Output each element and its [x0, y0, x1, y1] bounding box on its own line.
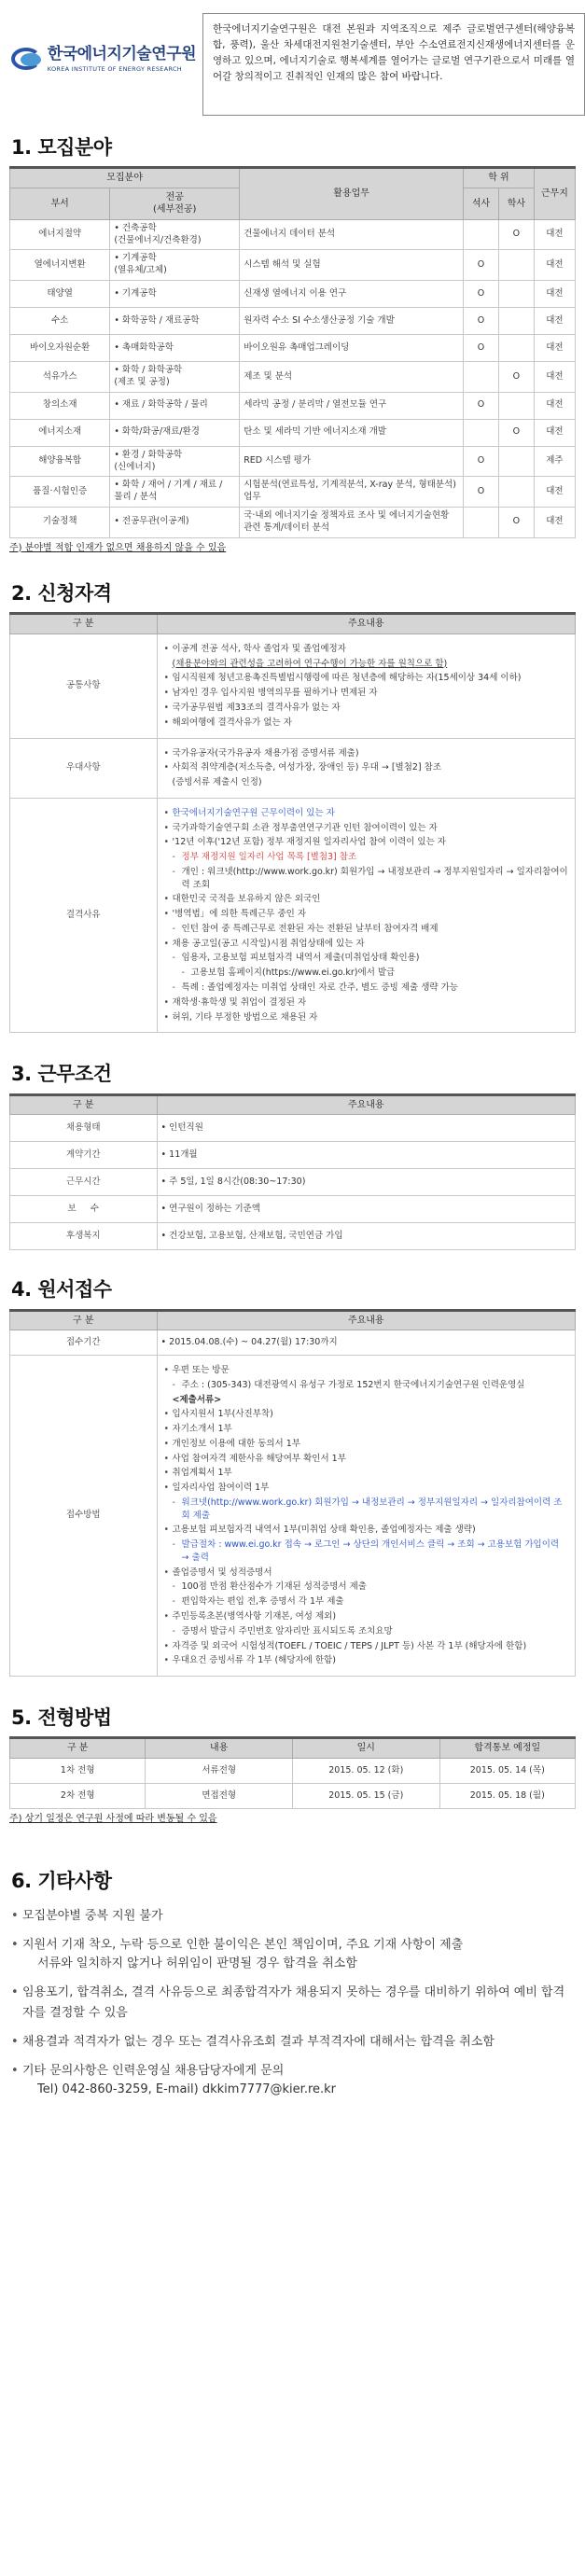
content-list: [161, 801, 571, 1029]
section-title: 2. 신청자격: [11, 582, 112, 606]
recruit-fields-table: [9, 166, 576, 537]
header-category: 구 분: [10, 1094, 158, 1115]
header-date: 일시: [292, 1738, 439, 1759]
work-cell: 제조 및 분석: [240, 362, 464, 393]
list-item: - 워크넷(http://www.work.go.kr) 회원가입 → 내정보관리 → 정부지원일자리 → 일자리참여이력 조회 제출: [163, 1497, 569, 1523]
table-row: [10, 1196, 576, 1223]
location-cell: 대전: [534, 507, 575, 537]
master-cell: O: [464, 477, 499, 508]
list-item: - 증명서 발급시 주민번호 앞자리만 표시되도록 조치요망: [163, 1625, 569, 1638]
bachelor-cell: [498, 446, 534, 477]
dept-cell: 바이오자원순환: [10, 335, 110, 362]
major-cell: • 전공무관(이공계): [110, 507, 240, 537]
list-item: • 국가과학기술연구회 소관 정부출연연구기관 인턴 참여이력이 있는 자: [163, 822, 569, 835]
stage-cell: 2차 전형: [10, 1783, 146, 1808]
table-row: [10, 1169, 576, 1196]
bachelor-cell: O: [498, 419, 534, 446]
table-row: [10, 362, 576, 393]
list-item: • 우편 또는 방문: [163, 1364, 569, 1377]
date-cell: 2015. 05. 15 (금): [292, 1783, 439, 1808]
bachelor-cell: [498, 477, 534, 508]
list-item: • 취업계획서 1부: [163, 1467, 569, 1480]
dept-cell: 태양열: [10, 281, 110, 308]
category-content: [157, 634, 575, 738]
work-cell: 세라믹 공정 / 분리막 / 열전모듈 연구: [240, 392, 464, 419]
table-row: [10, 281, 576, 308]
condition-value: • 연구원이 정하는 기준액: [157, 1196, 575, 1223]
condition-label: 계약기간: [10, 1142, 158, 1169]
location-cell: 대전: [534, 419, 575, 446]
major-cell: • 촉매화학공학: [110, 335, 240, 362]
list-item: - 주소 : (305-343) 대전광역시 유성구 가정로 152번지 한국에너지기술연구원 인력운영실: [163, 1379, 569, 1392]
master-cell: [464, 507, 499, 537]
dept-cell: 석유가스: [10, 362, 110, 393]
bachelor-cell: O: [498, 507, 534, 537]
header-location: 근무지: [534, 168, 575, 220]
condition-label: 채용형태: [10, 1115, 158, 1142]
list-item: • 채용 공고일(공고 시작일)시점 취업상태에 있는 자: [163, 938, 569, 951]
dept-cell: 품질·시험인증: [10, 477, 110, 508]
table-row: [10, 1223, 576, 1250]
list-item: - 특례 : 졸업예정자는 미취업 상태인 자로 간주, 별도 증빙 제출 생략 가능: [163, 982, 569, 995]
stage-cell: 1차 전형: [10, 1758, 146, 1783]
section-other: [9, 1868, 576, 2099]
kier-logo: [9, 35, 196, 82]
table-row: [10, 392, 576, 419]
intro-text-box: 한국에너지기술연구원은 대전 본원과 지역조직으로 제주 글로벌연구센터(해양융복합, 풍력), 울산 차세대전지원천기술센터, 부안 수소연료전지신재생에너지센터를 운영하고 있으며, 에너지기술로 행복세계를 열어가는 글로벌 연구기관으로서 미래를 열어갈 창의적이고 진취적인 인재의 많은 참여 바랍니다.: [202, 13, 585, 116]
recruitment-notice-page: [0, 7, 585, 2099]
header-work: 활용업무: [240, 168, 464, 220]
location-cell: 대전: [534, 392, 575, 419]
work-cell: 건물에너지 데이터 분석: [240, 219, 464, 250]
list-item: - 100점 만점 환산점수가 기재된 성적증명서 제출: [163, 1580, 569, 1594]
master-cell: O: [464, 392, 499, 419]
section-work-conditions: [9, 1061, 576, 1250]
header-content: 주요내용: [157, 1094, 575, 1115]
content-cell: 면접전형: [146, 1783, 293, 1808]
header-notice-date: 합격통보 예정일: [439, 1738, 575, 1759]
section-title: 6. 기타사항: [11, 1870, 112, 1893]
list-item: - 정부 재정지원 일자리 사업 목록 [별첨3] 참조: [163, 851, 569, 864]
major-cell: • 기계공학 (열유체/고체): [110, 250, 240, 281]
dept-cell: 열에너지변환: [10, 250, 110, 281]
master-cell: [464, 362, 499, 393]
location-cell: 대전: [534, 250, 575, 281]
list-item: • 허위, 기타 부정한 방법으로 채용된 자: [163, 1011, 569, 1024]
content-list: [161, 637, 571, 735]
notice-cell: 2015. 05. 14 (목): [439, 1758, 575, 1783]
list-item: • 이공계 전공 석사, 학사 졸업자 및 졸업예정자: [163, 643, 569, 656]
bachelor-cell: O: [498, 219, 534, 250]
location-cell: 대전: [534, 477, 575, 508]
bachelor-cell: [498, 335, 534, 362]
table-row: [10, 477, 576, 508]
list-item: • 우대요건 증빙서류 각 1부 (해당자에 한함): [163, 1654, 569, 1667]
condition-label: 보 수: [10, 1196, 158, 1223]
major-cell: • 화학/화공/재료/환경: [110, 419, 240, 446]
list-item: • 고용보험 피보험자격 내역서 1부(미취업 상태 확인용, 졸업예정자는 제출 생략): [163, 1524, 569, 1537]
table-row: [10, 1356, 576, 1677]
section-title: 3. 근무조건: [11, 1063, 112, 1086]
work-cell: 바이오원유 촉매업그레이딩: [240, 335, 464, 362]
condition-value: • 건강보험, 고용보험, 산재보험, 국민연금 가입: [157, 1223, 575, 1250]
dept-cell: 해양융복합: [10, 446, 110, 477]
list-item: • 사업 참여자격 제한사유 해당여부 확인서 1부: [163, 1453, 569, 1466]
category-label: 결격사유: [10, 798, 158, 1032]
condition-value: • 11개월: [157, 1142, 575, 1169]
location-cell: 대전: [534, 362, 575, 393]
category-content: [157, 738, 575, 798]
condition-value: • 주 5일, 1일 8시간(08:30~17:30): [157, 1169, 575, 1196]
other-item: 서류와 일치하지 않거나 허위임이 판명될 경우 합격을 취소함: [37, 1956, 357, 1970]
list-item: • 주민등록초본(병역사항 기재본, 여성 제외): [163, 1610, 569, 1623]
work-cell: 시험분석(연료특성, 기계적분석, X-ray 분석, 형태분석) 업무: [240, 477, 464, 508]
location-cell: 대전: [534, 335, 575, 362]
section-qualifications: [9, 580, 576, 1033]
master-cell: [464, 219, 499, 250]
table-row: [10, 335, 576, 362]
table-row: [10, 419, 576, 446]
master-cell: O: [464, 281, 499, 308]
major-cell: • 재료 / 화학공학 / 물리: [110, 392, 240, 419]
method-content: [157, 1356, 575, 1677]
major-cell: • 화학 / 재어 / 기계 / 재료 / 물리 / 분석: [110, 477, 240, 508]
other-item: • 임용포기, 합격취소, 결격 사유등으로 최종합격자가 채용되지 못하는 경우를 대비하기 위하여 예비 합격자를 결정할 수 있음: [9, 1983, 576, 2023]
table-row: [10, 507, 576, 537]
logo-korean-text: 한국에너지기술연구원: [47, 45, 196, 64]
category-content: [157, 798, 575, 1032]
content-cell: 서류전형: [146, 1758, 293, 1783]
list-item: • 재학생·휴학생 및 취업이 결정된 자: [163, 996, 569, 1010]
header-content: 주요내용: [157, 614, 575, 634]
location-cell: 대전: [534, 281, 575, 308]
list-item: • '12년 이후('12년 포함) 정부 재정지원 일자리사업 참여 이력이 있는 자: [163, 836, 569, 849]
master-cell: O: [464, 308, 499, 335]
list-item: • 개인정보 이용에 대한 동의서 1부: [163, 1438, 569, 1451]
work-cell: 원자력 수소 SI 수소생산공정 기술 개발: [240, 308, 464, 335]
condition-label: 근무시간: [10, 1169, 158, 1196]
location-cell: 대전: [534, 219, 575, 250]
bachelor-cell: [498, 308, 534, 335]
section-title: 5. 전형방법: [11, 1706, 112, 1730]
major-cell: • 건축공학 (건물에너지/건축환경): [110, 219, 240, 250]
bachelor-cell: [498, 392, 534, 419]
master-cell: [464, 419, 499, 446]
list-item: (채용분야와의 관련성을 고려하여 연구수행이 가능한 자를 원칙으로 함): [172, 658, 448, 669]
work-cell: 국·내외 에너지기술 정책자료 조사 및 에너지기술현황 관련 통계/데이터 분석: [240, 507, 464, 537]
major-cell: • 기계공학: [110, 281, 240, 308]
list-item: • 대한민국 국적을 보유하지 않은 외국인: [163, 893, 569, 906]
master-cell: O: [464, 335, 499, 362]
dept-cell: 에너지소재: [10, 419, 110, 446]
list-item: • 해외여행에 결격사유가 없는 자: [163, 717, 569, 730]
qualifications-table: [9, 612, 576, 1033]
table-row: [10, 798, 576, 1032]
list-item: • 입사지원서 1부(사진부착): [163, 1408, 569, 1421]
list-item: (증빙서류 제출시 인정): [172, 777, 262, 788]
dept-cell: 창의소재: [10, 392, 110, 419]
list-item: <제출서류>: [172, 1394, 222, 1405]
major-cell: • 화학공학 / 재료공학: [110, 308, 240, 335]
list-item: • 임시직원제 청년고용촉진특별법시행령에 따른 청년층에 해당하는 자(15세이상 34세 이하): [163, 672, 569, 685]
section-recruit-fields: [9, 134, 576, 554]
list-item: • 일자리사업 참여이력 1부: [163, 1482, 569, 1495]
intro-section: [9, 7, 576, 119]
other-item: • 기타 문의사항은 인력운영실 채용담당자에게 문의: [9, 2061, 576, 2081]
header-recruit: 모집분야: [10, 168, 240, 188]
section-title: 4. 원서접수: [11, 1278, 112, 1302]
table-row: [10, 738, 576, 798]
other-items-list: [9, 1906, 576, 2100]
table-row: [10, 250, 576, 281]
header-degree: 학 위: [464, 168, 535, 188]
location-cell: 제주: [534, 446, 575, 477]
bachelor-cell: [498, 281, 534, 308]
other-item: • 지원서 기재 착오, 누락 등으로 인한 불이익은 본인 책임이며, 주요 기재 사항이 제출: [9, 1935, 576, 1955]
list-item: • 사회적 취약계층(저소득층, 여성가장, 장애인 등) 우대 → [별첨2] 참조: [163, 761, 569, 774]
table-row: [10, 1758, 576, 1783]
bachelor-cell: [498, 250, 534, 281]
header-category: 구 분: [10, 614, 158, 634]
list-item: - 편입학자는 편입 전,후 증명서 각 1부 제출: [163, 1595, 569, 1608]
header-bachelor: 학사: [498, 188, 534, 219]
table-row: [10, 634, 576, 738]
condition-value: • 인턴직원: [157, 1115, 575, 1142]
table-row: [10, 1783, 576, 1808]
table-row: [10, 1330, 576, 1356]
list-item: - 임용자, 고용보험 피보험자격 내역서 제출(미취업상태 확인용): [163, 952, 569, 965]
date-cell: 2015. 05. 12 (화): [292, 1758, 439, 1783]
table-row: [10, 1115, 576, 1142]
master-cell: O: [464, 446, 499, 477]
work-cell: 탄소 및 세라믹 기반 에너지소재 개발: [240, 419, 464, 446]
list-item: • 남자인 경우 입사지원 병역의무를 필하거나 면제된 자: [163, 687, 569, 700]
selection-table: [9, 1736, 576, 1809]
content-list: [161, 742, 571, 795]
list-item: - 고용보험 홈페이지(https://www.ei.go.kr)에서 발급: [163, 967, 569, 980]
major-cell: • 화학 / 화학공학 (제조 및 공정): [110, 362, 240, 393]
work-conditions-table: [9, 1093, 576, 1251]
list-item: - 개인 : 워크넷(http://www.work.go.kr) 회원가입 → 내정보관리 → 정부지원일자리 → 일자리참여이력 조회: [163, 866, 569, 892]
bachelor-cell: O: [498, 362, 534, 393]
recruit-note: 주) 분야별 적합 인재가 없으면 채용하지 않을 수 있음: [9, 542, 227, 553]
header-stage: 구 분: [10, 1738, 146, 1759]
logo-english-text: KOREA INSTITUTE OF ENERGY RESEARCH: [47, 65, 182, 74]
condition-label: 후생복지: [10, 1223, 158, 1250]
category-label: 공통사항: [10, 634, 158, 738]
other-item: Tel) 042-860-3259, E-mail) dkkim7777@kier.re.kr: [37, 2082, 337, 2096]
header-master: 석사: [464, 188, 499, 219]
header-content: 주요내용: [157, 1310, 575, 1330]
application-table: [9, 1309, 576, 1678]
header-major: 전공 (세부전공): [110, 188, 240, 219]
major-cell: • 환경 / 화학공학 (신에너지): [110, 446, 240, 477]
period-value: • 2015.04.08.(수) ~ 04.27(월) 17:30까지: [157, 1330, 575, 1356]
other-item: • 모집분야별 중복 지원 불가: [9, 1906, 576, 1926]
period-label: 접수기간: [10, 1330, 158, 1356]
dept-cell: 에너지절약: [10, 219, 110, 250]
list-item: - 발급절차 : www.ei.go.kr 접속 → 로그인 → 상단의 개인서비스 클릭 → 조회 → 고용보험 가입이력 → 출력: [163, 1539, 569, 1565]
table-row: [10, 219, 576, 250]
work-cell: 시스템 해석 및 실험: [240, 250, 464, 281]
location-cell: 대전: [534, 308, 575, 335]
header-dept: 부서: [10, 188, 110, 219]
table-row: [10, 1142, 576, 1169]
work-cell: 신재생 열에너지 이용 연구: [240, 281, 464, 308]
header-content: 내용: [146, 1738, 293, 1759]
list-item: • 졸업증명서 및 성적증명서: [163, 1566, 569, 1580]
section-selection: [9, 1705, 576, 1825]
notice-cell: 2015. 05. 18 (월): [439, 1783, 575, 1808]
dept-cell: 수소: [10, 308, 110, 335]
header-category: 구 분: [10, 1310, 158, 1330]
kier-logo-icon: [9, 44, 42, 74]
list-item: • 자기소개서 1부: [163, 1423, 569, 1436]
master-cell: O: [464, 250, 499, 281]
dept-cell: 기술정책: [10, 507, 110, 537]
table-row: [10, 446, 576, 477]
section-application: [9, 1276, 576, 1677]
list-item: • 한국에너지기술연구원 근무이력이 있는 자: [163, 807, 569, 820]
other-item: • 채용결과 적격자가 없는 경우 또는 결격사유조회 결과 부적격자에 대해서는 합격을 취소함: [9, 2032, 576, 2052]
list-item: • 자격증 및 외국어 시험성적(TOEFL / TOEIC / TEPS / JLPT 등) 사본 각 1부 (해당자에 한함): [163, 1640, 569, 1653]
table-row: [10, 308, 576, 335]
section-title: 1. 모집분야: [11, 136, 112, 159]
list-item: • 국가공무원법 제33조의 결격사유가 없는 자: [163, 702, 569, 715]
work-cell: RED 시스템 평가: [240, 446, 464, 477]
list-item: - 인턴 참여 중 특례근무로 전환된 자는 전환된 날부터 참여자격 배제: [163, 923, 569, 936]
category-label: 우대사항: [10, 738, 158, 798]
selection-note: 주) 상기 일정은 연구원 사정에 따라 변동될 수 있음: [9, 1813, 217, 1824]
list-item: • 국가유공자(국가유공자 채용가점 증명서류 제출): [163, 747, 569, 760]
method-label: 접수방법: [10, 1356, 158, 1677]
list-item: • '병역법」에 의한 특례근무 중인 자: [163, 908, 569, 921]
